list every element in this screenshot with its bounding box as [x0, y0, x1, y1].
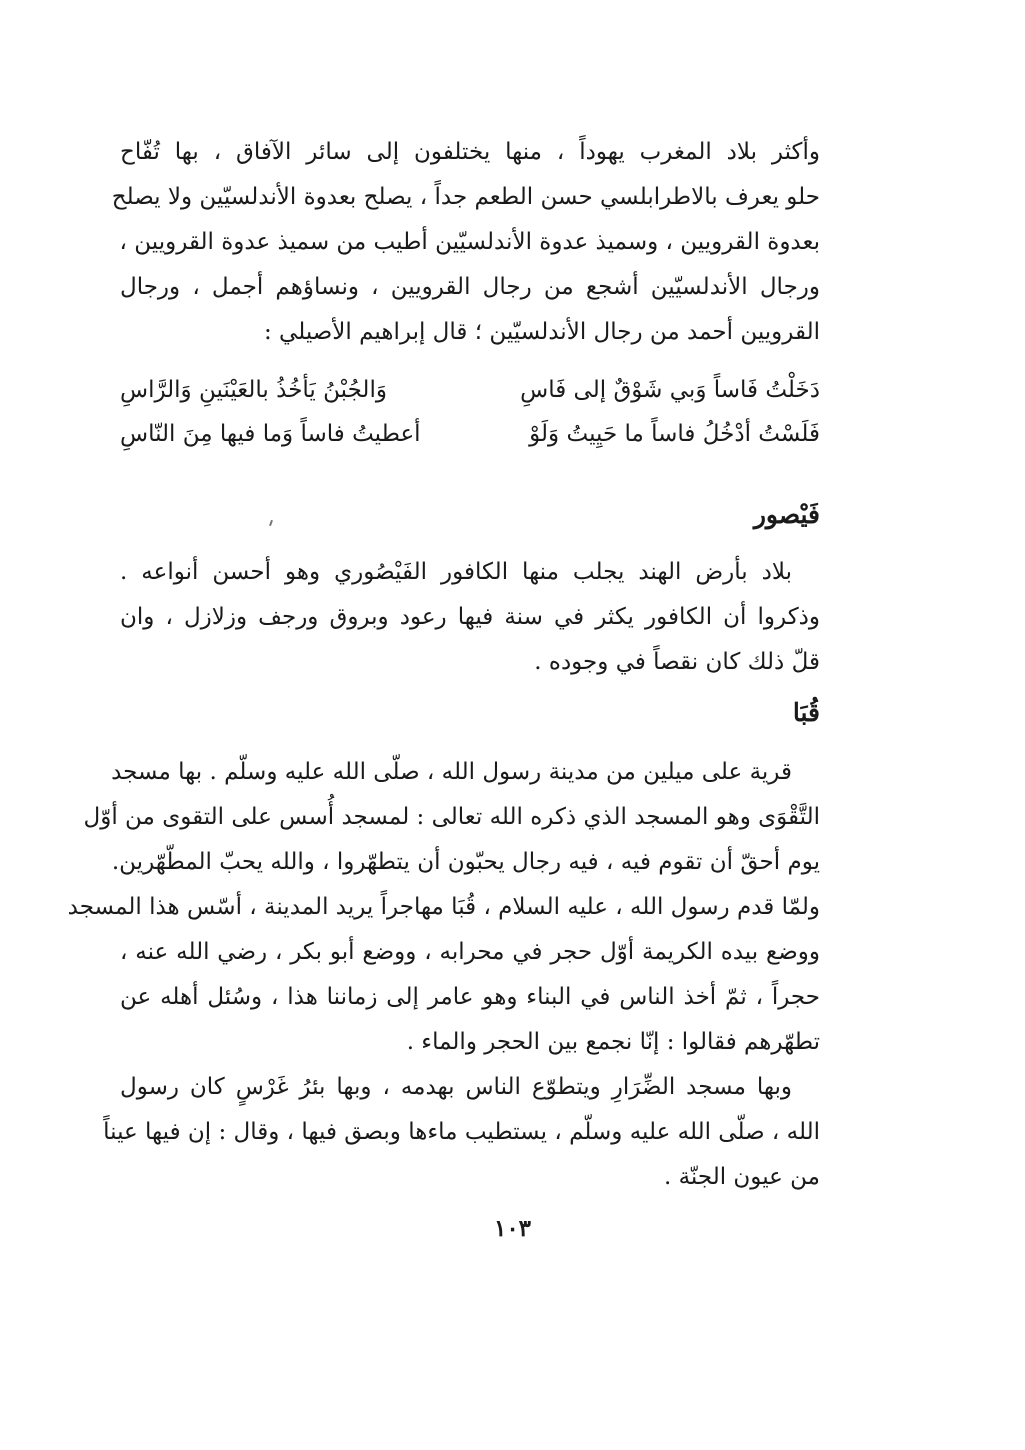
verse-hemistich-second: وَالجُبْنُ يَأخُذُ بالعَيْنَينِ وَالرَّاسِ — [120, 377, 387, 403]
text-line: وذكروا أن الكافور يكثر في سنة فيها رعود وبروق ورجف وزلازل ، وان — [120, 604, 820, 630]
section-heading-quba: قُبَا — [792, 698, 820, 727]
text-line: ورجال الأندلسيّين أشجع من رجال القرويين ، ونساؤهم أجمل ، ورجال — [120, 274, 820, 300]
text-line: وأكثر بلاد المغرب يهوداً ، منها يختلفون إلى سائر الآفاق ، بها تُفّاح — [120, 139, 820, 165]
text-line: من عيون الجنّة . — [663, 1164, 820, 1190]
section-heading-faysur: فَيْصور — [753, 500, 820, 529]
text-line: تطهّرهم فقالوا : إنّا نجمع بين الحجر والماء . — [406, 1029, 820, 1055]
paragraph-faysur — [120, 550, 820, 685]
text-line: القرويين أحمد من رجال الأندلسيّين ؛ قال إبراهيم الأصيلي : — [263, 319, 820, 345]
text-line: التَّقْوَى وهو المسجد الذي ذكره الله تعالى : لمسجد أُسس على التقوى من أوّل — [83, 804, 820, 830]
text-line: الله ، صلّى الله عليه وسلّم ، يستطيب ماءها وبصق فيها ، وقال : إن فيها عيناً — [103, 1119, 820, 1145]
text-line: حلو يعرف بالاطرابلسي حسن الطعم جداً ، يصلح بعدوة الأندلسيّين ولا يصلح — [111, 184, 820, 210]
text-line: ووضع بيده الكريمة أوّل حجر في محرابه ، ووضع أبو بكر ، رضي الله عنه ، — [120, 939, 820, 965]
paragraph-quba-mosque — [67, 750, 820, 1065]
text-line: قرية على ميلين من مدينة رسول الله ، صلّى الله عليه وسلّم . بها مسجد — [111, 759, 792, 785]
paragraph-maghreb — [111, 130, 820, 355]
text-line: وبها مسجد الضِّرَارِ ويتطوّع الناس بهدمه ، وبها بئرُ غَرْسٍ كان رسول — [120, 1074, 792, 1100]
print-speck — [269, 520, 273, 526]
verse-hemistich-first: فَلَسْتُ أدْخُلُ فاساً ما حَيِيتُ وَلَوْ — [529, 421, 820, 447]
text-line: يوم أحقّ أن تقوم فيه ، فيه رجال يحبّون أن يتطهّروا ، والله يحبّ المطّهّرين. — [111, 849, 820, 875]
text-line: قلّ ذلك كان نقصاً في وجوده . — [534, 649, 820, 675]
verse-hemistich-second: أعطيتُ فاساً وَما فيها مِنَ النّاسِ — [120, 421, 421, 447]
paragraph-quba-well — [103, 1065, 820, 1200]
text-line: بعدوة القرويين ، وسميذ عدوة الأندلسيّين أطيب من سميذ عدوة القرويين ، — [119, 229, 820, 255]
verse-row — [120, 412, 820, 456]
text-line: حجراً ، ثمّ أخذ الناس في البناء وهو عامر إلى زماننا هذا ، وسُئل أهله عن — [120, 984, 820, 1010]
text-line: ولمّا قدم رسول الله ، عليه السلام ، قُبَا مهاجراً يريد المدينة ، أسّس هذا المسجد — [67, 894, 820, 920]
page-number: ١٠٣ — [493, 1215, 532, 1242]
text-line: بلاد بأرض الهند يجلب منها الكافور الفَيْصُوري وهو أحسن أنواعه . — [120, 559, 792, 585]
verse-hemistich-first: دَخَلْتُ فَاساً وَبي شَوْقٌ إلى فَاسِ — [520, 377, 820, 403]
poem-verse — [120, 368, 820, 456]
verse-row — [120, 368, 820, 412]
